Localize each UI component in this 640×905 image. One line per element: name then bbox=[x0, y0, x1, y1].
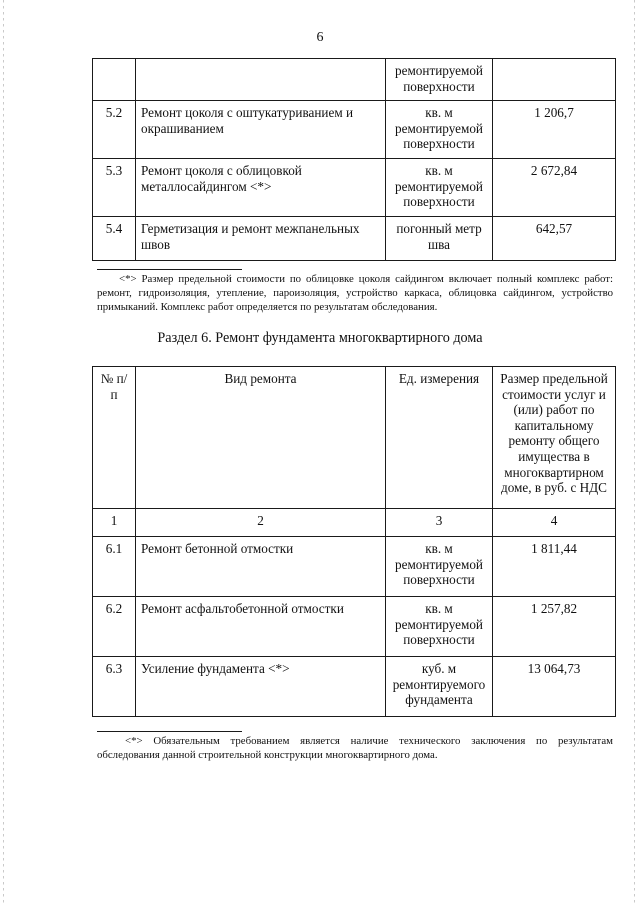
unit: кв. м ремонтируемой поверхности bbox=[386, 537, 493, 597]
repair-type: Ремонт цоколя с оштукатуриванием и окрашиванием bbox=[136, 101, 386, 159]
unit: кв. м ремонтируемой поверхности bbox=[386, 159, 493, 217]
price: 642,57 bbox=[493, 217, 616, 261]
column-number: 4 bbox=[493, 509, 616, 537]
table-row bbox=[93, 59, 616, 101]
repair-type: Усиление фундамента <*> bbox=[136, 657, 386, 717]
unit: погонный метр шва bbox=[386, 217, 493, 261]
right-edge-scan-dots bbox=[634, 0, 635, 905]
row-number bbox=[93, 59, 136, 101]
unit: кв. м ремонтируемой поверхности bbox=[386, 597, 493, 657]
unit: куб. м ремонтируемого фундамента bbox=[386, 657, 493, 717]
column-number: 1 bbox=[93, 509, 136, 537]
unit: ремонтируемой поверхности bbox=[386, 59, 493, 101]
column-header-unit: Ед. измерения bbox=[386, 367, 493, 509]
table-row bbox=[93, 657, 616, 717]
column-header-repair-type: Вид ремонта bbox=[136, 367, 386, 509]
column-header-number: № п/п bbox=[93, 367, 136, 509]
repair-type: Ремонт цоколя с облицовкой металлосайдингом <*> bbox=[136, 159, 386, 217]
repair-type: Ремонт асфальтобетонной отмостки bbox=[136, 597, 386, 657]
price: 1 206,7 bbox=[493, 101, 616, 159]
column-number: 3 bbox=[386, 509, 493, 537]
table-header-row bbox=[93, 367, 616, 509]
price: 1 811,44 bbox=[493, 537, 616, 597]
table-row bbox=[93, 597, 616, 657]
column-header-price: Размер предельной стоимости услуг и (или) работ по капитальному ремонту общего имущества в многоквартирном доме, в руб. с НДС bbox=[493, 367, 616, 509]
table-row bbox=[93, 217, 616, 261]
section-5-table bbox=[92, 58, 616, 261]
price: 1 257,82 bbox=[493, 597, 616, 657]
section-6-table bbox=[92, 366, 616, 717]
price bbox=[493, 59, 616, 101]
repair-type bbox=[136, 59, 386, 101]
repair-type: Герметизация и ремонт межпанельных швов bbox=[136, 217, 386, 261]
footnote-foundation: <*> Обязательным требованием является наличие технического заключения по результатам обследования данной строительной конструкции многоквартирного дома. bbox=[97, 735, 613, 761]
row-number: 6.2 bbox=[93, 597, 136, 657]
table-row bbox=[93, 537, 616, 597]
repair-type: Ремонт бетонной отмостки bbox=[136, 537, 386, 597]
footnote-separator bbox=[97, 731, 242, 732]
row-number: 6.1 bbox=[93, 537, 136, 597]
row-number: 5.4 bbox=[93, 217, 136, 261]
price: 2 672,84 bbox=[493, 159, 616, 217]
unit: кв. м ремонтируемой поверхности bbox=[386, 101, 493, 159]
table-row bbox=[93, 159, 616, 217]
column-numbering-row bbox=[93, 509, 616, 537]
row-number: 6.3 bbox=[93, 657, 136, 717]
row-number: 5.3 bbox=[93, 159, 136, 217]
column-number: 2 bbox=[136, 509, 386, 537]
price: 13 064,73 bbox=[493, 657, 616, 717]
section-title: Раздел 6. Ремонт фундамента многоквартирного дома bbox=[157, 330, 483, 346]
footnote-siding: <*> Размер предельной стоимости по облицовке цоколя сайдингом включает полный комплекс работ: ремонт, гидроизоляция, утепление, пароизоляция, устройство каркаса, облицовка сайдингом, устройство примыканий. Комплекс работ определяется по результатам обследования. bbox=[97, 273, 613, 313]
row-number: 5.2 bbox=[93, 101, 136, 159]
left-edge-scan-dots bbox=[3, 0, 4, 905]
footnote-separator bbox=[97, 269, 242, 270]
page-number: 6 bbox=[316, 30, 324, 45]
table-row bbox=[93, 101, 616, 159]
